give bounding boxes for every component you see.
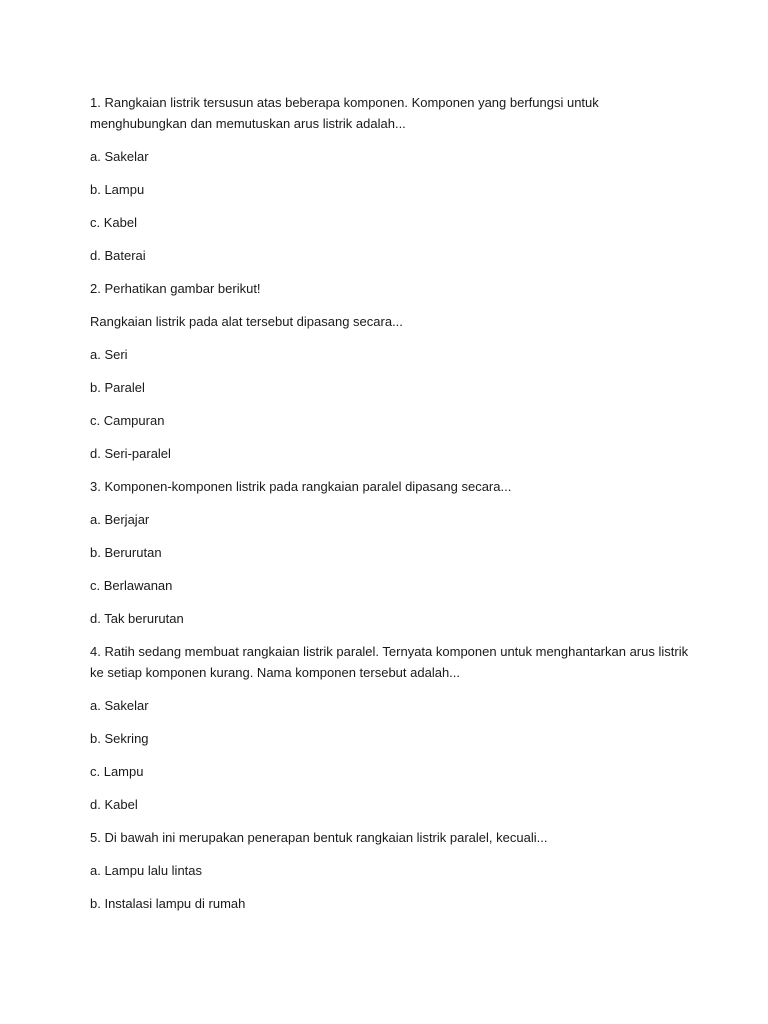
question-2-prompt: Rangkaian listrik pada alat tersebut dipasang secara... xyxy=(90,314,403,329)
document-page xyxy=(90,92,690,926)
question-4-option-c: c. Lampu xyxy=(90,764,144,779)
question-2-option-d: d. Seri-paralel xyxy=(90,446,171,461)
question-1-option-b: b. Lampu xyxy=(90,182,145,197)
question-1-option-c: c. Kabel xyxy=(90,215,137,230)
question-1-option-a: a. Sakelar xyxy=(90,149,149,164)
question-4-option-b: b. Sekring xyxy=(90,731,149,746)
question-3-option-c: c. Berlawanan xyxy=(90,578,173,593)
question-3-text: 3. Komponen-komponen listrik pada rangkaian paralel dipasang secara... xyxy=(90,479,512,494)
question-2-option-b: b. Paralel xyxy=(90,380,145,395)
question-5-option-b: b. Instalasi lampu di rumah xyxy=(90,896,246,911)
question-1-text: 1. Rangkaian listrik tersusun atas beberapa komponen. Komponen yang berfungsi untuk menghubungkan dan memutuskan arus listrik adalah... xyxy=(90,95,599,131)
question-2-text: 2. Perhatikan gambar berikut! xyxy=(90,281,261,296)
question-3-option-a: a. Berjajar xyxy=(90,512,150,527)
question-4-text: 4. Ratih sedang membuat rangkaian listrik paralel. Ternyata komponen untuk menghantarkan arus listrik ke setiap komponen kurang. Nama komponen tersebut adalah... xyxy=(90,644,689,680)
question-5-text: 5. Di bawah ini merupakan penerapan bentuk rangkaian listrik paralel, kecuali... xyxy=(90,830,548,845)
question-1-option-d: d. Baterai xyxy=(90,248,146,263)
question-2-option-c: c. Campuran xyxy=(90,413,165,428)
question-3-option-d: d. Tak berurutan xyxy=(90,611,184,626)
question-3-option-b: b. Berurutan xyxy=(90,545,162,560)
question-4-option-d: d. Kabel xyxy=(90,797,138,812)
question-4-option-a: a. Sakelar xyxy=(90,698,149,713)
question-5-option-a: a. Lampu lalu lintas xyxy=(90,863,203,878)
question-2-option-a: a. Seri xyxy=(90,347,128,362)
